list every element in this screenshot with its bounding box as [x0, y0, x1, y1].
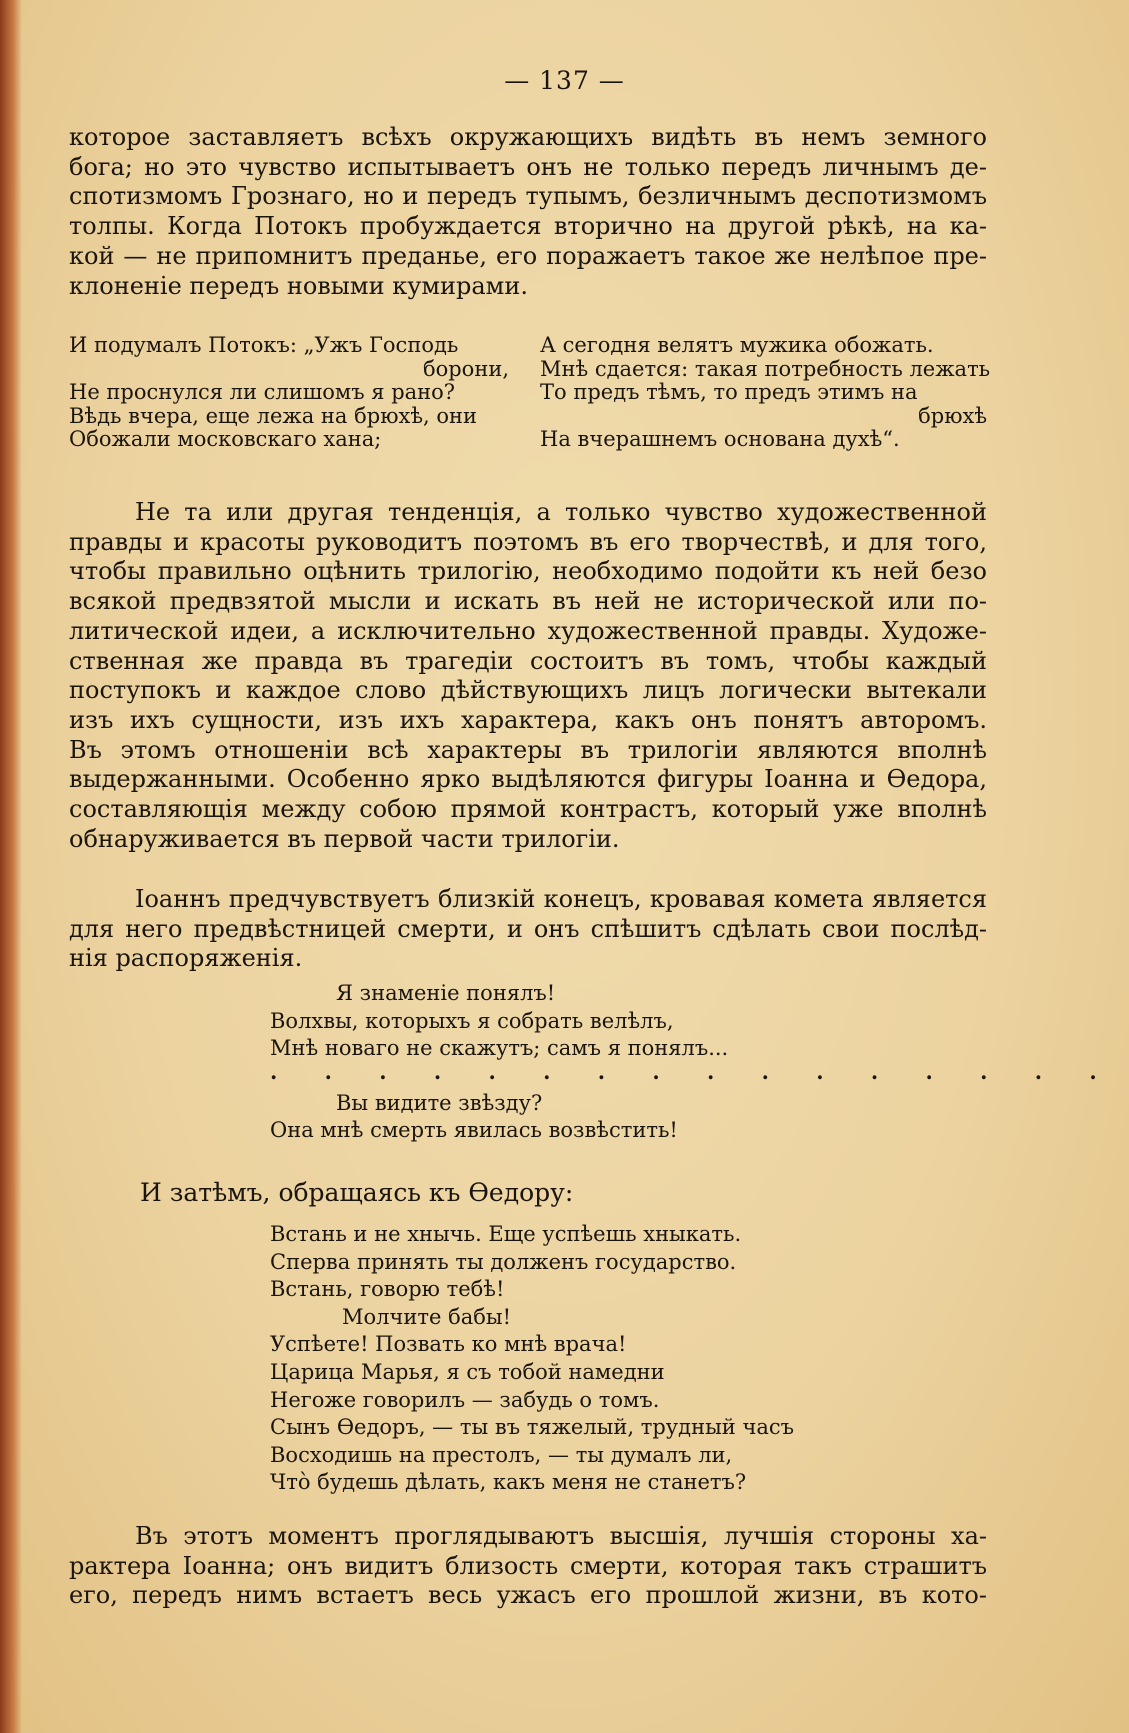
verse-line: Сперва принять ты долженъ государство. — [270, 1249, 737, 1274]
poem-line: брюхѣ — [918, 403, 987, 428]
page-number: — 137 — — [504, 66, 625, 95]
verse-line: Вы видите звѣзду? — [336, 1090, 543, 1115]
verse-line: Встань, говорю тебѣ! — [270, 1277, 505, 1302]
poem-left-column — [69, 334, 509, 452]
verse-line: Она мнѣ смерть явилась возвѣстить! — [270, 1118, 678, 1143]
text-line: поступокъ и каждое слово дѣйствующихъ лицъ логически вытекали — [69, 676, 987, 705]
text-line: толпы. Когда Потокъ пробуждается вторично на другой рѣкѣ, на ка- — [69, 212, 987, 241]
verse-ellipsis: . . . . . . . . . . . . . . . . — [270, 1058, 1117, 1084]
text-line: Не та или другая тенденція, а только чувство художественной — [135, 498, 987, 526]
verse-line: Я знаменіе понялъ! — [336, 981, 556, 1005]
text-line: изъ ихъ сущности, изъ ихъ характера, какъ онъ понятъ авторомъ. — [69, 705, 987, 734]
poem-line: Не проснулся ли слишомъ я рано? — [69, 380, 456, 404]
poem-line: То предъ тѣмъ, то предъ этимъ на — [540, 380, 918, 404]
poem-line: Вѣдь вчера, еще лежа на брюхѣ, они — [69, 403, 477, 428]
paragraph-3 — [69, 885, 987, 974]
verse-line: Успѣете! Позвать ко мнѣ врача! — [270, 1332, 627, 1357]
poem-line: На вчерашнемъ основана духѣ“. — [540, 427, 900, 451]
paragraph-2 — [69, 498, 987, 854]
paragraph-4 — [69, 1522, 987, 1611]
text-line: для него предвѣстницей смерти, и онъ спѣшитъ сдѣлать свои послѣд- — [69, 914, 987, 943]
text-line: нія распоряженія. — [69, 944, 303, 973]
text-line: его, передъ нимъ встаетъ весь ужасъ его прошлой жизни, въ кото- — [69, 1581, 987, 1610]
text-line: кой — не припомнитъ преданье, его поражаетъ такое же нелѣпое пре- — [69, 241, 987, 270]
paragraph-1 — [69, 123, 987, 301]
text-line: Въ этомъ отношеніи всѣ характеры въ трилогіи являются вполнѣ — [69, 735, 987, 764]
text-line: всякой предвзятой мысли и искать въ ней не исторической или по- — [69, 587, 987, 616]
poem-line: И подумалъ Потокъ: „Ужъ Господь — [69, 333, 459, 357]
poem-line: Мнѣ сдается: такая потребность лежать — [540, 356, 991, 381]
text-line: составляющія между собою прямой контрастъ, который уже вполнѣ — [69, 795, 987, 824]
text-line: бога; но это чувство испытываетъ онъ не только передъ личнымъ де- — [69, 152, 987, 181]
verse-block-2 — [270, 1221, 794, 1497]
text-line: правды и красоты руководитъ поэтомъ въ его творчествѣ, и для того, — [69, 527, 987, 556]
poem-line: борони, — [422, 356, 509, 381]
verse-line: Молчите бабы! — [342, 1304, 512, 1329]
text-line: которое заставляетъ всѣхъ окружающихъ видѣть въ немъ земного — [69, 123, 987, 151]
poem-right-column — [540, 333, 991, 452]
verse-line: Восходишь на престолъ, — ты думалъ ли, — [270, 1442, 733, 1467]
poem-line: Обожали московскаго хана; — [69, 427, 382, 451]
verse-line: Сынъ Ѳедоръ, — ты въ тяжелый, трудный часъ — [270, 1415, 794, 1440]
verse-line: Волхвы, которыхъ я собрать велѣлъ, — [270, 1008, 674, 1033]
text-line: чтобы правильно оцѣнить трилогію, необходимо подойти къ ней безо — [69, 557, 987, 586]
text-line: Въ этотъ моментъ проглядываютъ высшія, лучшія стороны ха- — [135, 1522, 987, 1550]
verse-line: Встань и не хнычь. Еще успѣешь хныкать. — [270, 1222, 742, 1246]
text-line: обнаруживается въ первой части трилогіи. — [69, 824, 620, 853]
section-lead-in: И затѣмъ, обращаясь къ Ѳедору: — [140, 1178, 574, 1207]
verse-line: Негоже говорилъ — забудь о томъ. — [270, 1387, 660, 1412]
verse-line: Царица Марья, я съ тобой намедни — [270, 1359, 665, 1384]
text-line: спотизмомъ Грознаго, но и передъ тупымъ, безличнымъ деспотизмомъ — [69, 182, 987, 211]
verse-line: Мнѣ новаго не скажутъ; самъ я понялъ... — [270, 1036, 729, 1061]
verse-line: Что̀ будешь дѣлать, какъ меня не станетъ? — [270, 1470, 747, 1495]
text-line: Іоаннъ предчувствуетъ близкій конецъ, кровавая комета является — [135, 885, 987, 913]
text-line: литической идеи, а исключительно художественной правды. Художе- — [69, 616, 987, 645]
text-line: рактера Іоанна; онъ видитъ близость смерти, которая такъ страшитъ — [69, 1551, 987, 1580]
text-line: клоненіе передъ новыми кумирами. — [69, 271, 528, 300]
poem-line: А сегодня велятъ мужика обожать. — [540, 333, 934, 357]
text-line: выдержанными. Особенно ярко выдѣляются фигуры Іоанна и Ѳедора, — [69, 765, 987, 794]
text-line: ственная же правда въ трагедіи состоитъ въ томъ, чтобы каждый — [69, 646, 987, 675]
verse-block-1 — [270, 980, 1117, 1145]
